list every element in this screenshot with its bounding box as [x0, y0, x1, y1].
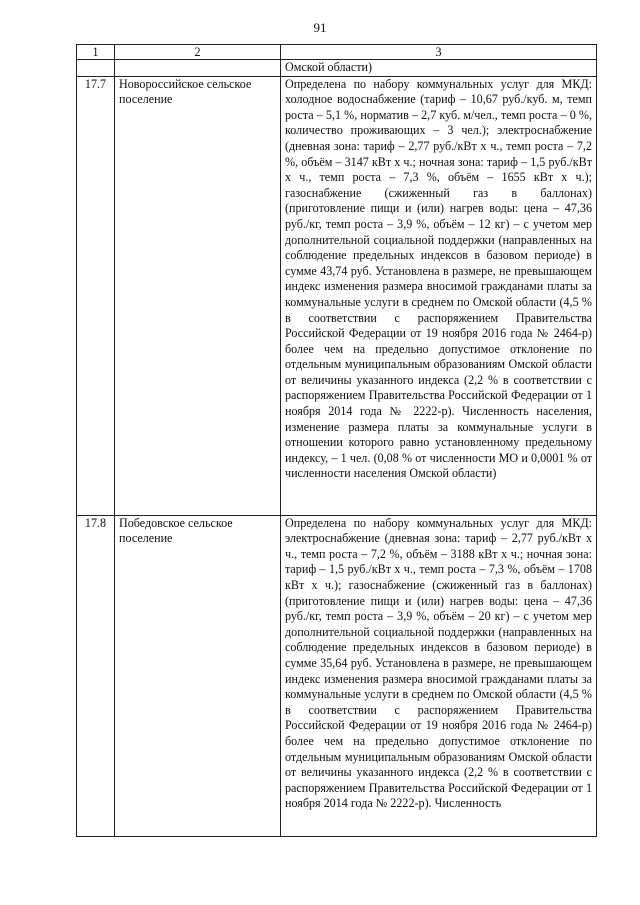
column-header-2: 2 [115, 45, 281, 60]
municipality-name: Победовское сельское поселение [115, 515, 281, 836]
row-number: 17.7 [77, 76, 115, 515]
column-header-3: 3 [281, 45, 597, 60]
row-description: Определена по набору коммунальных услуг для МКД: холодное водоснабжение (тариф – 10,67 руб./куб. м, темп роста – 5,1 %, норматив – 2,7 куб. м/чел., темп роста – 0 %, количество проживающих – 3 чел.); электроснабжение (дневная зона: тариф – 2,77 руб./кВт х ч., темп роста – 7,2 %, объём – 3147 кВт х ч.; ночная зона: тариф – 1,5 руб./кВт х ч., темп роста – 7,3 %, объём – 1655 кВт х ч.); газоснабжение (сжиженный газ в баллонах) (приготовление пищи и (или) нагрев воды: цена – 47,36 руб./кг, темп роста – 3,9 %, объём – 12 кг) – с учетом мер дополнительной социальной поддержки (направленных на соблюдение предельных индексов в базовом периоде) в сумме 43,74 руб. Установлена в размере, не превышающем индекс изменения размера вносимой гражданами платы за коммунальные услуги в среднем по Омской области (4,5 % в соответствии с распоряжением Правительства Российской Федерации от 19 ноября 2016 года № 2464-р) более чем на предельно допустимое отклонение по отдельным муниципальным образованиям Омской области от величины указанного индекса (2,2 % в соответствии с распоряжением Правительства Российской Федерации от 1 ноября 2014 года № 2222-р). Численность населения, изменение размера платы за коммунальные услуги в отношении которого равно установленному предельному индексу, – 1 чел. (0,08 % от численности МО и 0,0001 % от численности населения Омской области) [281, 76, 597, 515]
municipality-name: Новороссийское сельское поселение [115, 76, 281, 515]
row-description: Определена по набору коммунальных услуг для МКД: электроснабжение (дневная зона: тариф – 2,77 руб./кВт х ч., темп роста – 7,2 %, объём – 3188 кВт х ч.; ночная зона: тариф – 1,5 руб./кВт х ч., темп роста – 7,3 %, объём – 1708 кВт х ч.); газоснабжение (сжиженный газ в баллонах) (приготовление пищи и (или) нагрев воды: цена – 47,36 руб./кг, темп роста – 3,9 %, объём – 20 кг) – с учетом мер дополнительной социальной поддержки (направленных на соблюдение предельных индексов в базовом периоде) в сумме 35,64 руб. Установлена в размере, не превышающем индекс изменения размера вносимой гражданами платы за коммунальные услуги в среднем по Омской области (4,5 % в соответствии с распоряжением Правительства Российской Федерации от 19 ноября 2016 года № 2464-р) более чем на предельно допустимое отклонение по отдельным муниципальным образованиям Омской области от величины указанного индекса (2,2 % в соответствии с распоряжением Правительства Российской Федерации от 1 ноября 2014 года № 2222-р). Численность [281, 515, 597, 836]
row-description: Омской области) [281, 60, 597, 77]
table-row [77, 76, 597, 515]
tariff-table [76, 44, 597, 837]
municipality-name [115, 60, 281, 77]
row-number: 17.8 [77, 515, 115, 836]
column-header-1: 1 [77, 45, 115, 60]
table-header-row [77, 45, 597, 60]
table-row [77, 60, 597, 77]
page-number: 91 [313, 20, 327, 35]
row-number [77, 60, 115, 77]
table-row [77, 515, 597, 836]
